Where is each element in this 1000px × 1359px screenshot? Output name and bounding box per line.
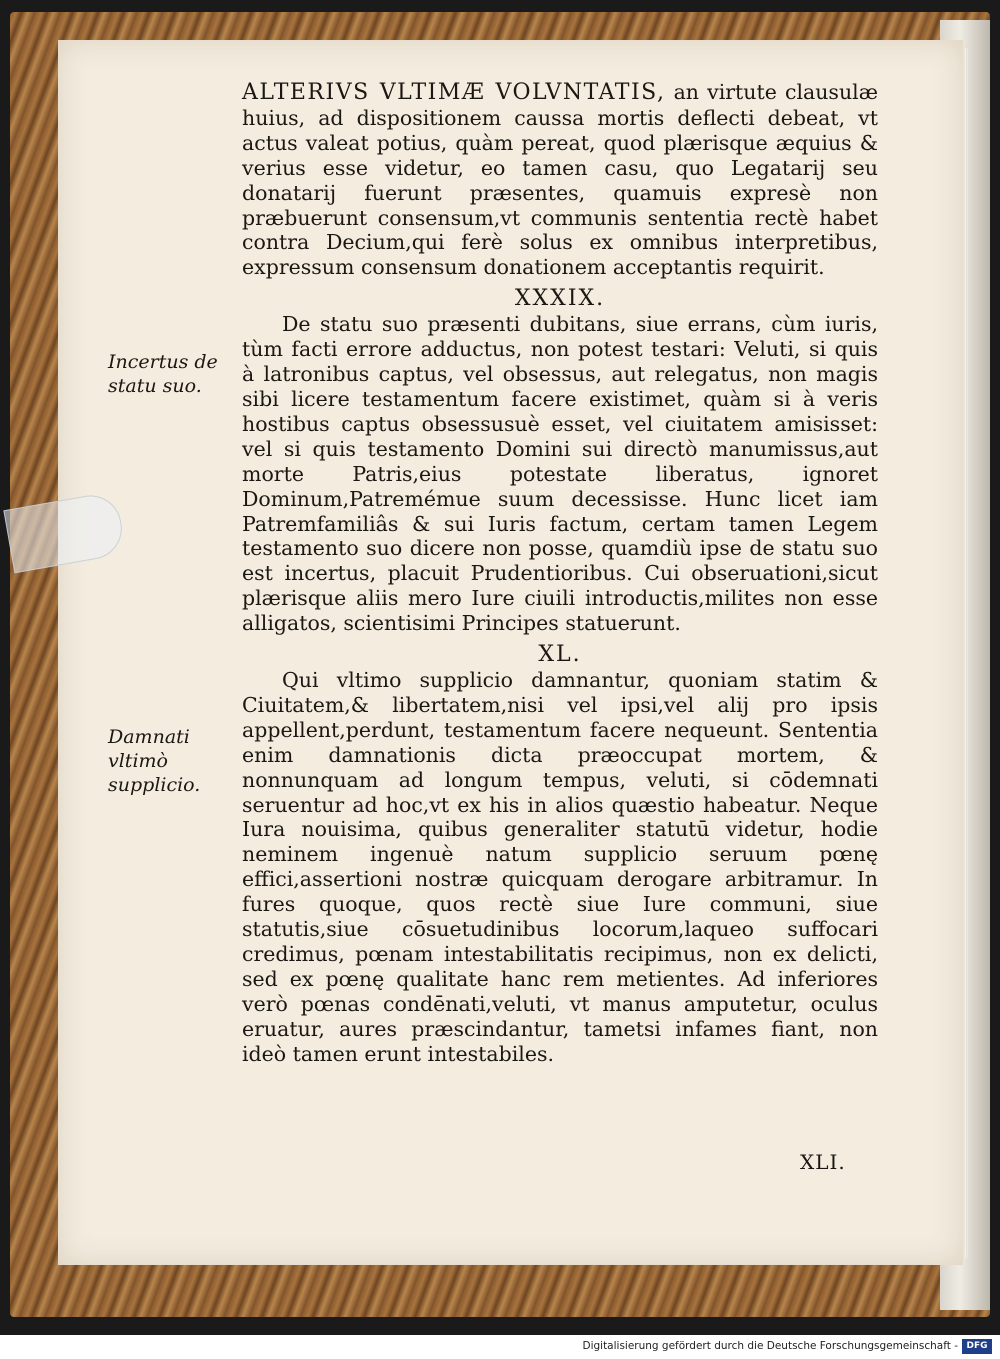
dfg-logo: DFG — [962, 1339, 992, 1354]
section-number-xl: XL. — [538, 642, 582, 668]
section-text-xl: Qui vltimo supplicio damnantur, quoniam statim & Ciuitatem,& libertatem,nisi vel ipsi,vel alij pro ipsis appellent,perdunt, testamentum facere nequeunt. Sententia enim damnationis dicta præoccupat mortem, & nonnunquam ad longum tempus, veluti, si cōdemnati seruentur ad hoc,vt ex his in alios quæstio habeatur. Neque Iura nouisima, quibus generaliter statutū videtur, hodie neminem ingenuè natum supplicio seruum pœnę effici,assertioni nostræ quicquam derogare arbitramur. In fures quoque, quos rectè siue Iure communi, siue statutis,siue cōsuetudinibus locorum,laqueo suffocari credimus, pœnam intestabilitatis recipimus, non ex delicti, sed ex pœnę qualitate hanc rem metientes. Ad inferiores verò pœnas condēnati,veluti, vt manus amputetur, oculus eruatur, aures præscindantur, tametsi infames fiant, non ideò tamen erunt intestabiles. — [242, 668, 878, 1066]
footer-bar — [0, 1335, 1000, 1359]
opening-text: an virtute clausulæ huius, ad dispositionem caussa mortis deflecti debeat, vt actus valeat potius, quàm pereat, quod plærisque æquius & verius esse videtur, eo tamen casu, quo Legatarij seu donatarij fuerunt præsentes, quamuis expresè non præbuerunt consensum,vt communis sententia rectè habet contra Decium,qui ferè solus ex omnibus interpretibus, expressum consensum donationem acceptantis requirit. — [242, 80, 878, 280]
catchword: XLI. — [800, 1150, 846, 1174]
footer-credit: Digitalisierung gefördert durch die Deutsche Forschungsgemeinschaft - — [582, 1340, 958, 1352]
section-number-xxxix: XXXIX. — [514, 286, 606, 312]
page-text — [242, 80, 878, 1067]
opening-paragraph — [242, 80, 878, 280]
marginal-note-xl: Damnati vltimò supplicio. — [108, 726, 201, 796]
section-text-xxxix: De statu suo præsenti dubitans, siue errans, cùm iuris, tùm facti errore adductus, non potest testari: Veluti, si quis à latronibus captus, vel obsessus, aut relegatus, non magis sibi licere testamentum facere existimet, quàm si à veris hostibus captus obsessusuè esset, vel ciuitatem amisisset: vel si quis testamento Domini sui directò manumissus,aut morte Patris,eius potestate liberatus, ignoret Dominum,Patremémue suum decessisse. Hunc licet iam Patremfamiliâs & sui Iuris factum, certam tamen Legem testamento suo dicere non posse, quamdiù ipse de statu suo est incertus, placuit Prudentioribus. Cui obseruationi,sicut plærisque aliis mero Iure ciuili introductis,milites non esse alligatos, scientisimi Principes statuerunt. — [242, 312, 878, 636]
opening-caps: ALTERIVS VLTIMÆ VOLVNTATIS, — [242, 80, 666, 105]
marginal-note-xxxix: Incertus de statu suo. — [108, 351, 218, 397]
